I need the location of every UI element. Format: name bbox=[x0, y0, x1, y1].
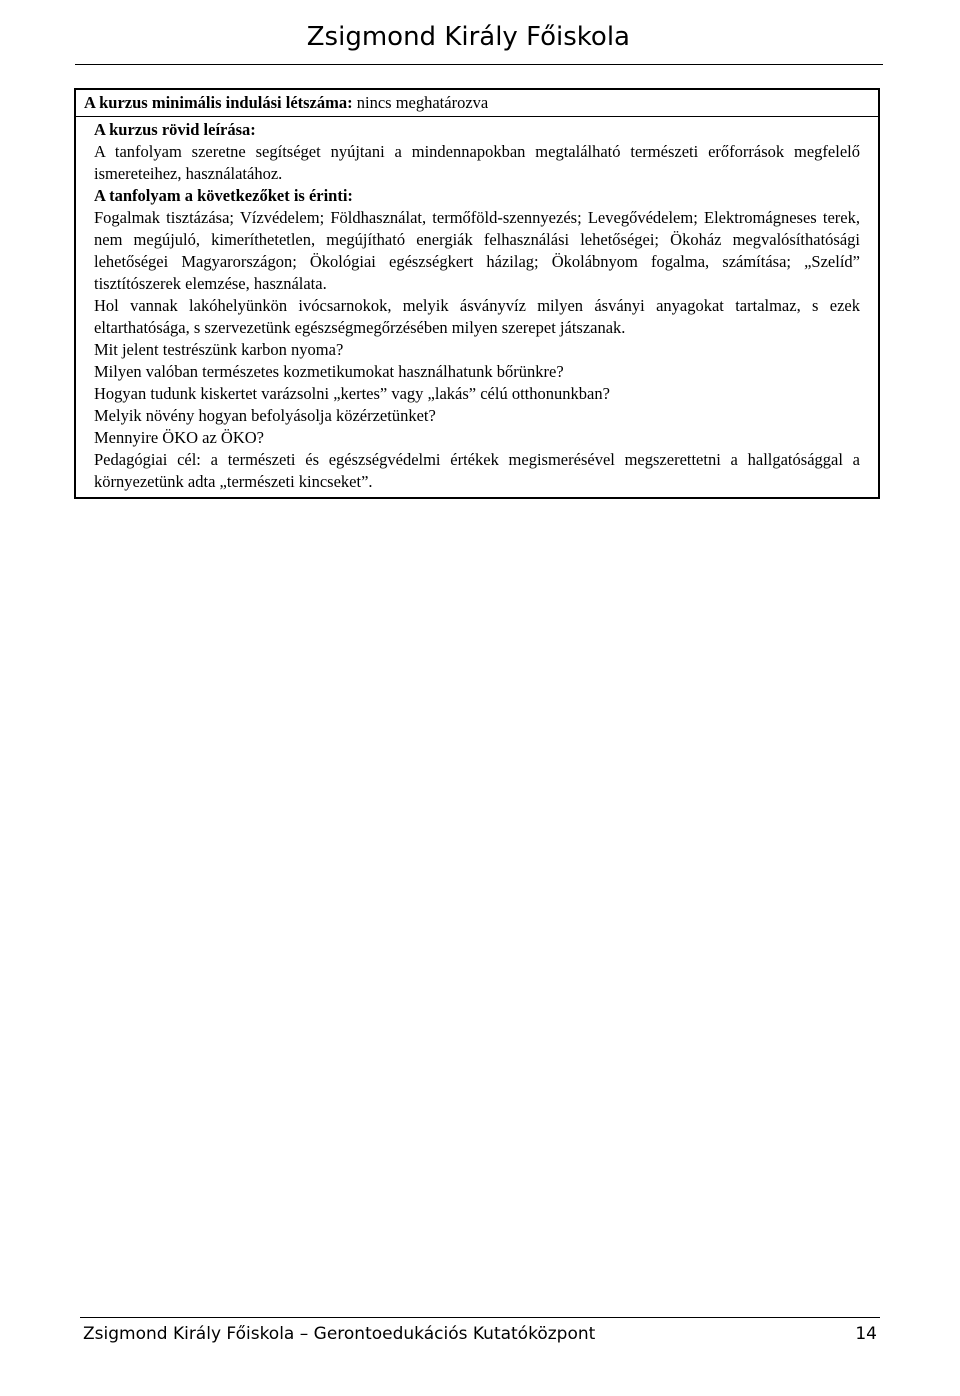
min-size-row bbox=[76, 90, 878, 117]
topics-label: A tanfolyam a következőket is érinti: bbox=[94, 186, 353, 205]
course-description-cell bbox=[76, 117, 878, 497]
footer-divider bbox=[80, 1317, 880, 1318]
question-carbon: Mit jelent testrészünk karbon nyoma? bbox=[94, 340, 344, 359]
mineral-paragraph: Hol vannak lakóhelyünkön ivócsarnokok, melyik ásványvíz milyen ásványi anyagokat tartalmaz, s ezek eltarthatósága, s szervezetünk egészségmegőrzésében milyen szerepet játszanak. bbox=[94, 296, 860, 337]
pedagogical-goal: Pedagógiai cél: a természeti és egészségvédelmi értékek megismerésével megszerettetni a hallgatósággal a környezetünk adta „természeti kincseket”. bbox=[94, 450, 860, 491]
question-plants: Melyik növény hogyan befolyásolja közérzetünket? bbox=[94, 406, 436, 425]
course-info-table bbox=[74, 88, 880, 499]
min-size-value: nincs meghatározva bbox=[352, 93, 489, 112]
topics-text: Fogalmak tisztázása; Vízvédelem; Földhasználat, termőföld-szennyezés; Levegővédelem; Elektromágneses terek, nem megújuló, kimeríthetetlen, megújítható energiák felhasználási lehetőségei; Ökoház megvalósíthatósági lehetőségei Magyarországon; Ökológiai egészségkert házilag; Ökolábnyom fogalma, számítása; „Szelíd” tisztítószerek elemzése, használata. bbox=[94, 208, 860, 293]
min-size-label: A kurzus minimális indulási létszáma: bbox=[84, 93, 353, 112]
footer-text: Zsigmond Király Főiskola – Gerontoedukációs Kutatóközpont bbox=[83, 1324, 596, 1344]
short-desc-text: A tanfolyam szeretne segítséget nyújtani a mindennapokban megtalálható természeti erőforrások megfelelő ismereteihez, használatához. bbox=[94, 142, 860, 183]
question-garden: Hogyan tudunk kiskertet varázsolni „kertes” vagy „lakás” célú otthonunkban? bbox=[94, 384, 610, 403]
question-cosmetics: Milyen valóban természetes kozmetikumokat használhatunk bőrünkre? bbox=[94, 362, 564, 381]
page-number: 14 bbox=[855, 1324, 877, 1344]
header-divider bbox=[75, 64, 883, 65]
short-desc-label: A kurzus rövid leírása: bbox=[94, 120, 256, 139]
page-header-title: Zsigmond Király Főiskola bbox=[306, 22, 630, 52]
question-eco: Mennyire ÖKO az ÖKO? bbox=[94, 428, 264, 447]
